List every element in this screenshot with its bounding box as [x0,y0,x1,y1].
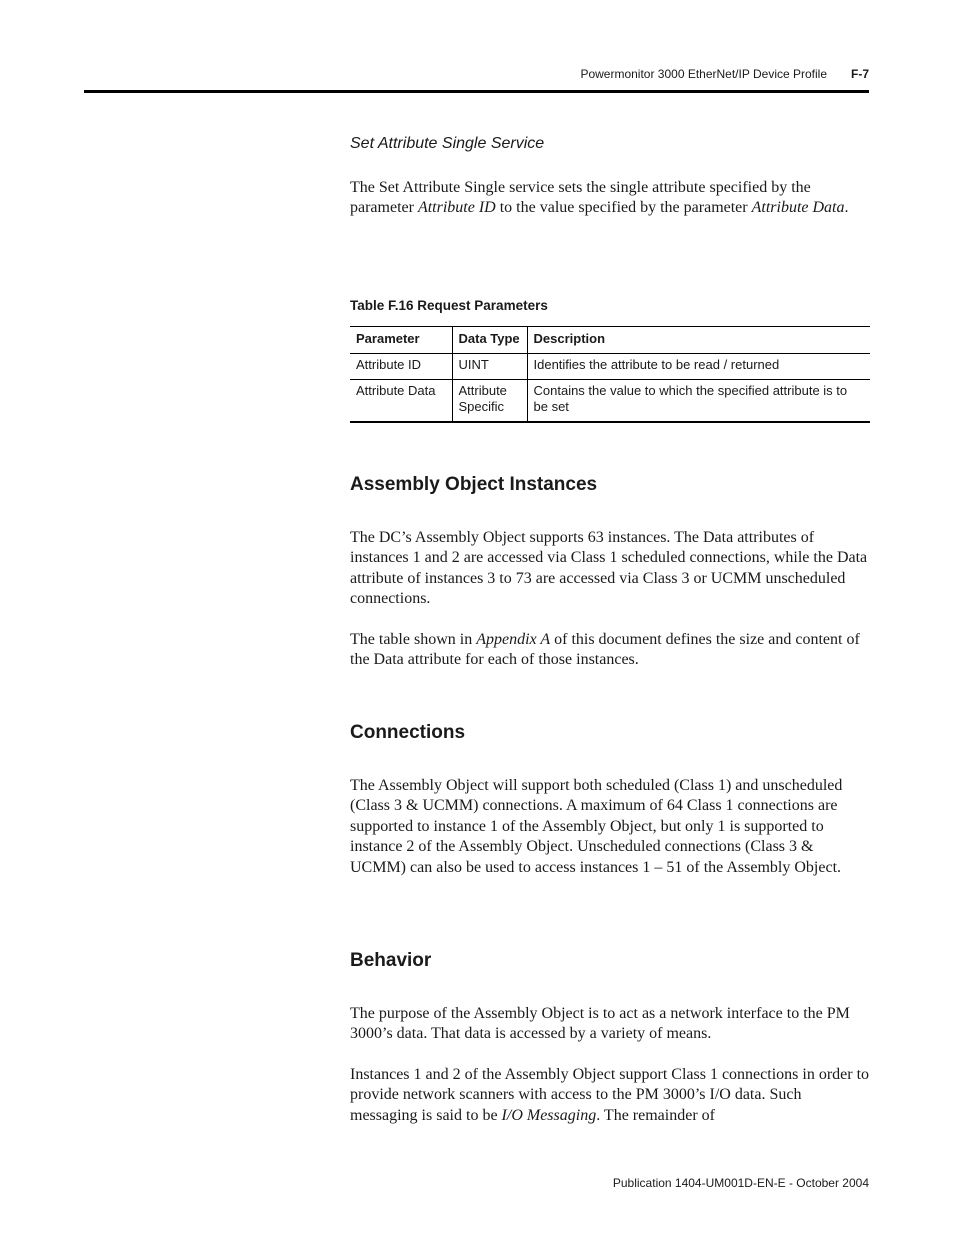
text-run: of this document defines the size and content of the Data attribute for each of those instances. [350,631,860,669]
behavior-paragraph-1: The purpose of the Assembly Object is to act as a network interface to the PM 3000’s data. That data is accessed by a variety of means. [350,1005,850,1043]
table-cell: Attribute ID [356,357,422,372]
connections-paragraph: The Assembly Object will support both scheduled (Class 1) and unscheduled (Class 3 & UCMM) connections. A maximum of 64 Class 1 connections are supported to instance 1 of the Assembly Object, but only 1 is supported to instance 2 of the Assembly Object. Unscheduled connections (Class 3 & UCMM) can also be used to access instances 1 – 51 of the Assembly Object. [350,777,843,876]
page-header [84,66,869,93]
set-attribute-subheading: Set Attribute Single Service [350,135,545,152]
table-header-row [350,327,870,354]
column-header: Description [527,327,870,354]
assembly-paragraph-2 [350,630,870,671]
table-cell: UINT [452,354,527,380]
text-run-italic: Attribute Data [751,199,845,217]
column-header: Parameter [350,327,452,354]
table-caption: Table F.16 Request Parameters [350,298,548,313]
assembly-paragraph-1: The DC’s Assembly Object supports 63 instances. The Data attributes of instances 1 and 2 are accessed via Class 1 scheduled connections, while the Data attribute of instances 3 to 73 are accessed via Class 3 or UCMM unscheduled connections. [350,529,868,608]
request-parameters-table [350,326,870,423]
text-run: The table shown in [350,631,477,648]
text-run-italic: Appendix A [476,631,551,648]
column-header: Data Type [452,327,527,354]
assembly-heading: Assembly Object Instances [350,474,598,495]
text-run: The Set Attribute Single service sets the single attribute specified by the parameter [350,179,811,217]
page-number: F-7 [851,67,869,81]
behavior-paragraph-2 [350,1065,870,1126]
text-run-italic: I/O Messaging [501,1106,597,1124]
set-attribute-paragraph [350,178,870,219]
text-run: . The remainder of [596,1106,715,1124]
table-row [350,354,870,380]
text-run: to the value specified by the parameter [495,199,752,217]
header-title: Powermonitor 3000 EtherNet/IP Device Profile [580,67,827,81]
behavior-heading: Behavior [350,950,432,971]
table-cell: Attribute Specific [452,380,527,423]
text-run: Instances 1 and 2 of the Assembly Object support Class 1 connections in order to provide network scanners with access to the PM 3000’s I/O data. Such messaging is said to be [350,1066,870,1124]
table-cell: Identifies the attribute to be read / returned [527,354,870,380]
connections-heading: Connections [350,722,466,743]
table-row [350,380,870,423]
text-run: . [844,199,849,217]
text-run-italic: Attribute ID [417,199,496,217]
table-cell: Contains the value to which the specified attribute is to be set [527,380,870,423]
table-cell: Attribute Data [350,380,452,423]
publication-footer: Publication 1404-UM001D-EN-E - October 2004 [612,1176,869,1190]
